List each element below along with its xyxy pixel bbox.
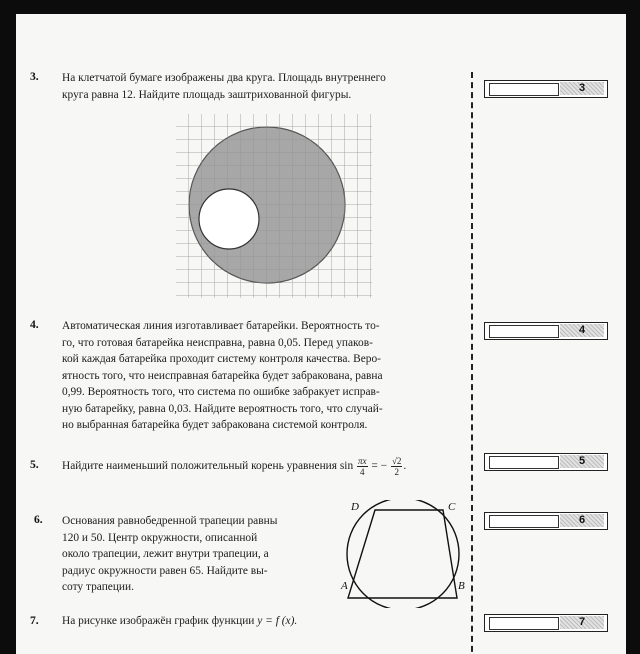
equation — [339, 456, 407, 477]
period: . — [403, 460, 407, 473]
answer-number-badge: 3 — [560, 82, 604, 95]
text-line: ятность того, что неисправная батарейка будет забракована, равна — [62, 369, 383, 382]
vertex-label-c: C — [448, 501, 456, 513]
text-line: около трапеции, лежит внутри трапеции, а — [62, 548, 269, 560]
inner-circle — [199, 189, 259, 249]
answer-number-badge: 7 — [560, 616, 604, 629]
sin-label: sin — [339, 460, 354, 473]
text-line: ную батарейку, равна 0,03. Найдите вероятность того, что случай- — [62, 402, 383, 415]
problem-text — [62, 613, 297, 630]
trapezoid-circle-figure — [340, 500, 466, 608]
problem-text — [62, 70, 460, 103]
denominator: 4 — [360, 467, 365, 477]
answer-box-5[interactable] — [484, 453, 608, 471]
text-line: соту трапеции. — [62, 581, 134, 593]
answer-field[interactable] — [489, 617, 559, 630]
vertex-label-d: D — [351, 501, 359, 513]
trapezoid — [348, 510, 457, 598]
text-line: На клетчатой бумаге изображены два круга. Площадь внутреннего — [62, 72, 386, 84]
numerator: √2 — [391, 456, 402, 466]
text-line: кой каждая батарейка проходит систему контроля качества. Веро- — [62, 353, 381, 365]
function-notation: y = f (x). — [257, 615, 298, 627]
answer-box-7[interactable] — [484, 614, 608, 632]
answer-field[interactable] — [489, 325, 559, 338]
numerator: πx — [358, 456, 367, 466]
answer-number-badge: 4 — [560, 324, 604, 337]
fraction-pi-x-over-4 — [357, 456, 368, 477]
answer-box-3[interactable] — [484, 80, 608, 98]
vertex-label-a: A — [341, 580, 348, 592]
text-line: 120 и 50. Центр окружности, описанной — [62, 531, 258, 544]
worksheet-page — [16, 14, 626, 654]
text-line: круга равна 12. Найдите площадь заштрихованной фигуры. — [62, 88, 352, 101]
text-line: Автоматическая линия изготавливает батарейки. Вероятность то- — [62, 320, 380, 332]
problem-text — [62, 513, 342, 596]
answer-box-6[interactable] — [484, 512, 608, 530]
answer-number-badge: 6 — [560, 514, 604, 527]
text-line: го, что готовая батарейка неисправна, равна 0,05. Перед упаков- — [62, 336, 373, 349]
problem-text — [62, 318, 460, 434]
answer-field[interactable] — [489, 515, 559, 528]
problem-text — [62, 456, 406, 477]
equation-prompt: Найдите наименьший положительный корень уравнения — [62, 460, 338, 473]
problem-number: 3. — [30, 70, 39, 83]
denominator: 2 — [394, 467, 399, 477]
answer-number-badge: 5 — [560, 455, 604, 468]
answer-field[interactable] — [489, 456, 559, 469]
fraction-sqrt2-over-2 — [391, 456, 402, 477]
answer-box-4[interactable] — [484, 322, 608, 340]
problem-7-prompt: На рисунке изображён график функции — [62, 615, 255, 627]
vertex-label-b: B — [458, 580, 465, 592]
problem-number: 5. — [30, 458, 39, 471]
problem-number: 6. — [34, 513, 43, 526]
text-line: радиус окружности равен 65. Найдите вы- — [62, 564, 268, 577]
equals-minus: = − — [371, 460, 388, 473]
problem-number: 7. — [30, 614, 39, 627]
problem-number: 4. — [30, 318, 39, 331]
circles-figure — [176, 114, 372, 298]
text-line: 0,99. Вероятность того, что система по ошибке забракует исправ- — [62, 386, 380, 398]
text-line: но выбранная батарейка будет забракована системой контроля. — [62, 419, 368, 431]
text-line: Основания равнобедренной трапеции равны — [62, 515, 278, 527]
circumscribed-circle — [347, 500, 459, 608]
answer-field[interactable] — [489, 83, 559, 96]
answer-column-divider — [471, 72, 473, 654]
